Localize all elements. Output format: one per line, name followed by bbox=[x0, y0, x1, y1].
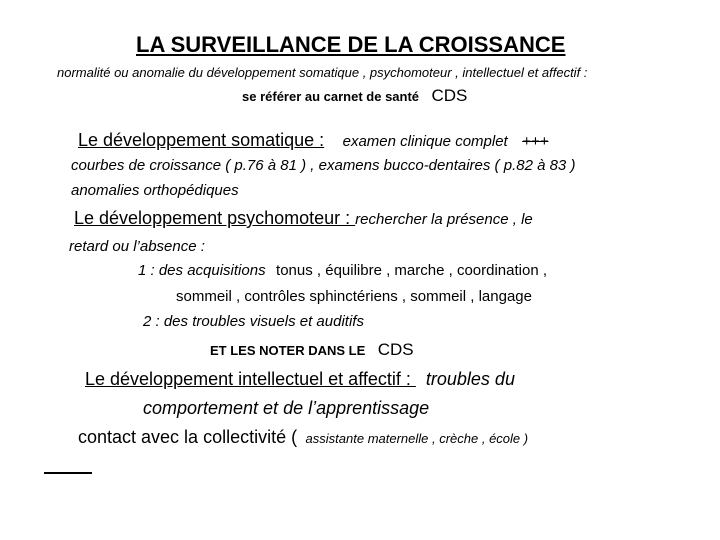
psychomoteur-text-a: rechercher la présence , le bbox=[355, 211, 533, 228]
intellectuel-heading: Le développement intellectuel et affectif : bbox=[85, 369, 416, 389]
intellectuel-text-a: troubles du bbox=[425, 369, 515, 389]
psychomoteur-text-b: retard ou l’absence : bbox=[69, 238, 205, 255]
bottom-divider bbox=[44, 472, 92, 474]
contact-text: contact avec la collectivité ( bbox=[78, 427, 298, 447]
psychomoteur-item1-cont: sommeil , contrôles sphinctériens , sommeil , langage bbox=[176, 288, 532, 305]
somatique-exam: examen clinique complet bbox=[342, 133, 508, 150]
somatique-line2: anomalies orthopédiques bbox=[71, 182, 239, 199]
psychomoteur-heading: Le développement psychomoteur : bbox=[74, 208, 356, 228]
somatique-line1: courbes de croissance ( p.76 à 81 ) , examens bucco-dentaires ( p.82 à 83 ) bbox=[71, 157, 576, 174]
refer-cds: CDS bbox=[431, 86, 468, 105]
item1-label: 1 : des acquisitions bbox=[138, 262, 266, 279]
psychomoteur-line bbox=[74, 208, 533, 229]
item1-text: tonus , équilibre , marche , coordination , bbox=[276, 262, 548, 279]
refer-line bbox=[242, 86, 467, 106]
contact-detail: assistante maternelle , crèche , école ) bbox=[305, 431, 529, 446]
refer-text: se référer au carnet de santé bbox=[242, 89, 420, 104]
intellectuel-text-b: comportement et de l’apprentissage bbox=[143, 398, 430, 418]
page-title: LA SURVEILLANCE DE LA CROISSANCE bbox=[136, 32, 566, 57]
note-cds: CDS bbox=[377, 340, 414, 359]
psychomoteur-note bbox=[210, 340, 414, 360]
somatique-heading: Le développement somatique : bbox=[78, 130, 325, 150]
psychomoteur-item2: 2 : des troubles visuels et auditifs bbox=[143, 313, 364, 330]
psychomoteur-item1 bbox=[138, 262, 547, 280]
note-text: ET LES NOTER DANS LE bbox=[210, 343, 366, 358]
intellectuel-line bbox=[85, 369, 515, 390]
subtitle: normalité ou anomalie du développement somatique , psychomoteur , intellectuel et affectif : bbox=[57, 65, 588, 80]
somatique-plus: +++ bbox=[522, 133, 549, 150]
somatique-line bbox=[78, 130, 548, 151]
intellectuel-contact bbox=[78, 427, 528, 448]
